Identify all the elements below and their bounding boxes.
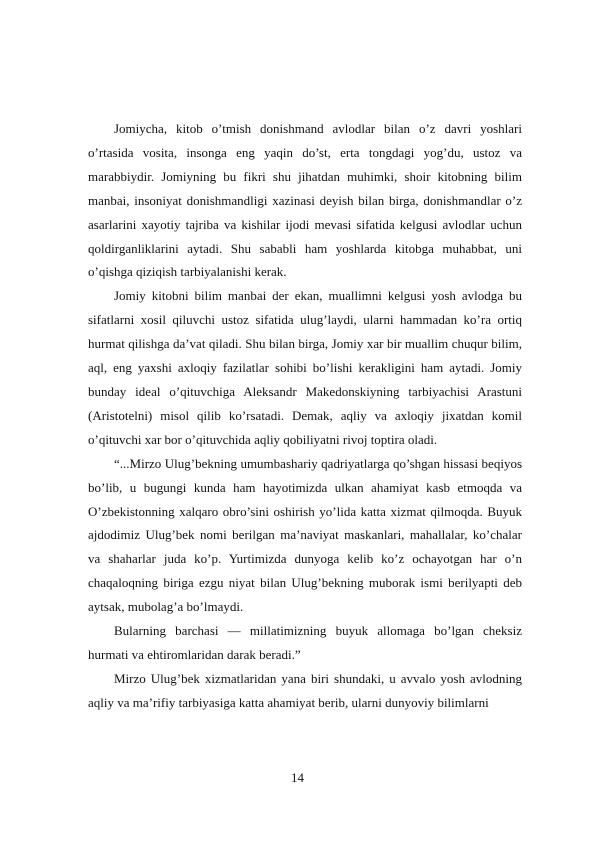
paragraph: Mirzo Ulug’bek xizmatlaridan yana biri shundaki, u avvalo yosh avlodning aqliy va ma’rifiy tarbiyasiga katta ahamiyat berib, ularni dunyoviy bilimlarni [88,670,522,710]
page-number: 14 [291,770,304,785]
paragraph: Jomiycha, kitob o’tmish donishmand avlodlar bilan o’z davri yoshlari o’rtasida vosita, insonga eng yaqin do’st, erta tongdagi yog’du, ustoz va marabbiydir. Jomiyning bu fikri shu jihatdan muhimki, shoir kitobning bilim manbai, insoniyat donishmandligi xazinasi deyish bilan birga, donishmandlar o’z asarlarini xayotiy tajriba va kishilar ijodi mevasi sifatida kelgusi avlodlar uchun qoldirganliklarini aytadi. Shu sababli ham yoshlarda kitobga muhabbat, uni o’qishga qiziqish tarbiyalanishi kerak. [88,121,522,280]
paragraph: “...Mirzo Ulug’bekning umumbashariy qadriyatlarga qo’shgan hissasi beqiyos bo’lib, u bugungi kunda ham hayotimizda ulkan ahamiyat kasb etmoqda va O’zbekistonning xalqaro obro’sini oshirish yo’lida katta xizmat qilmoqda. Buyuk ajdodimiz Ulug’bek nomi berilgan ma’naviyat maskanlari, mahallalar, ko’chalar va shaharlar juda ko’p. Yurtimizda dunyoga kelib ko’z ochayotgan har o’n chaqaloqning biriga ezgu niyat bilan Ulug’bekning muborak ismi berilyapti deb aytsak, mubolag’a bo’lmaydi. [88,455,522,615]
paragraph: Bularning barchasi — millatimizning buyuk allomaga bo’lgan cheksiz hurmati va ehtiromlaridan darak beradi.” [88,623,522,662]
paragraph: Jomiy kitobni bilim manbai der ekan, muallimni kelgusi yosh avlodga bu sifatlarni xosil qiluvchi ustoz sifatida ulug’laydi, ularni hammadan ko’ra ortiq hurmat qilishga da’vat qiladi. Shu bilan birga, Jomiy xar bir muallim chuqur bilim, aql, eng yaxshi axloqiy fazilatlar sohibi bo’lishi kerakligini ham aytadi. Jomiy bunday ideal o’qituvchiga Aleksandr Makedonskiyning tarbiyachisi Arastuni (Aristotelni) misol qilib ko’rsatadi. Demak, aqliy va axloqiy jixatdan komil o’qituvchi xar bor o’qituvchida aqliy qobiliyatni rivoj toptira oladi. [88,288,522,447]
body-text [88,117,522,715]
